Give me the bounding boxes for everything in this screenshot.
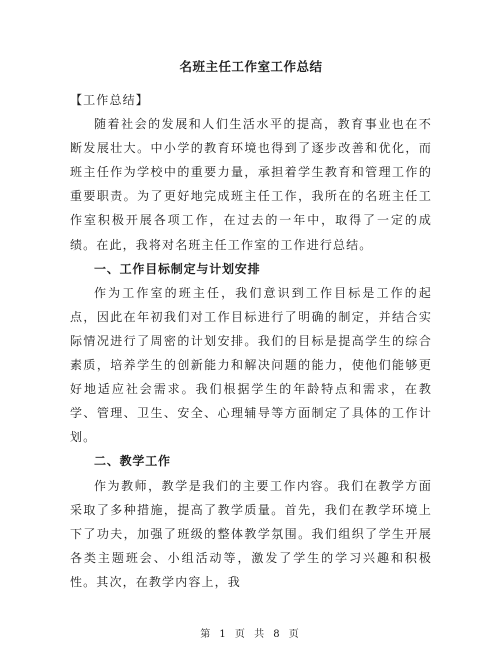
document-title: 名班主任工作室工作总结 <box>179 59 323 74</box>
document-tag: 【工作总结】 <box>70 93 149 107</box>
document-body <box>70 88 432 594</box>
section-paragraph: 作为工作室的班主任，我们意识到工作目标是工作的起点，因此在年初我们对工作目标进行了明确的制定，并结合实际情况进行了周密的计划安排。我们的目标是提高学生的综合素质，培养学生的创新能力和解决问题的能力，使他们能够更好地适应社会需求。我们根据学生的年龄特点和需求，在教学、管理、卫生、安全、心理辅导等方面制定了具体的工作计划。 <box>70 285 432 445</box>
section-paragraph: 作为教师，教学是我们的主要工作内容。我们在教学方面采取了多种措施，提高了教学质量。首先，我们在教学环境上下了功夫，加强了班级的整体教学氛围。我们组织了学生开展各类主题班会、小组活动等，激发了学生的学习兴趣和积极性。其次，在教学内容上，我 <box>70 478 432 589</box>
section-heading: 二、教学工作 <box>94 454 171 469</box>
section-heading: 一、工作目标制定与计划安排 <box>94 261 261 276</box>
intro-paragraph: 随着社会的发展和人们生活水平的提高，教育事业也在不断发展壮大。中小学的教育环境也得到了逐步改善和优化，而班主任作为学校中的重要力量，承担着学生教育和管理工作的重要职责。为了更好地完成班主任工作，我所在的名班主任工作室积极开展各项工作，在过去的一年中，取得了一定的成绩。在此，我将对名班主任工作室的工作进行总结。 <box>70 117 432 252</box>
page-number-footer: 第 1 页 共 8 页 <box>200 629 302 640</box>
